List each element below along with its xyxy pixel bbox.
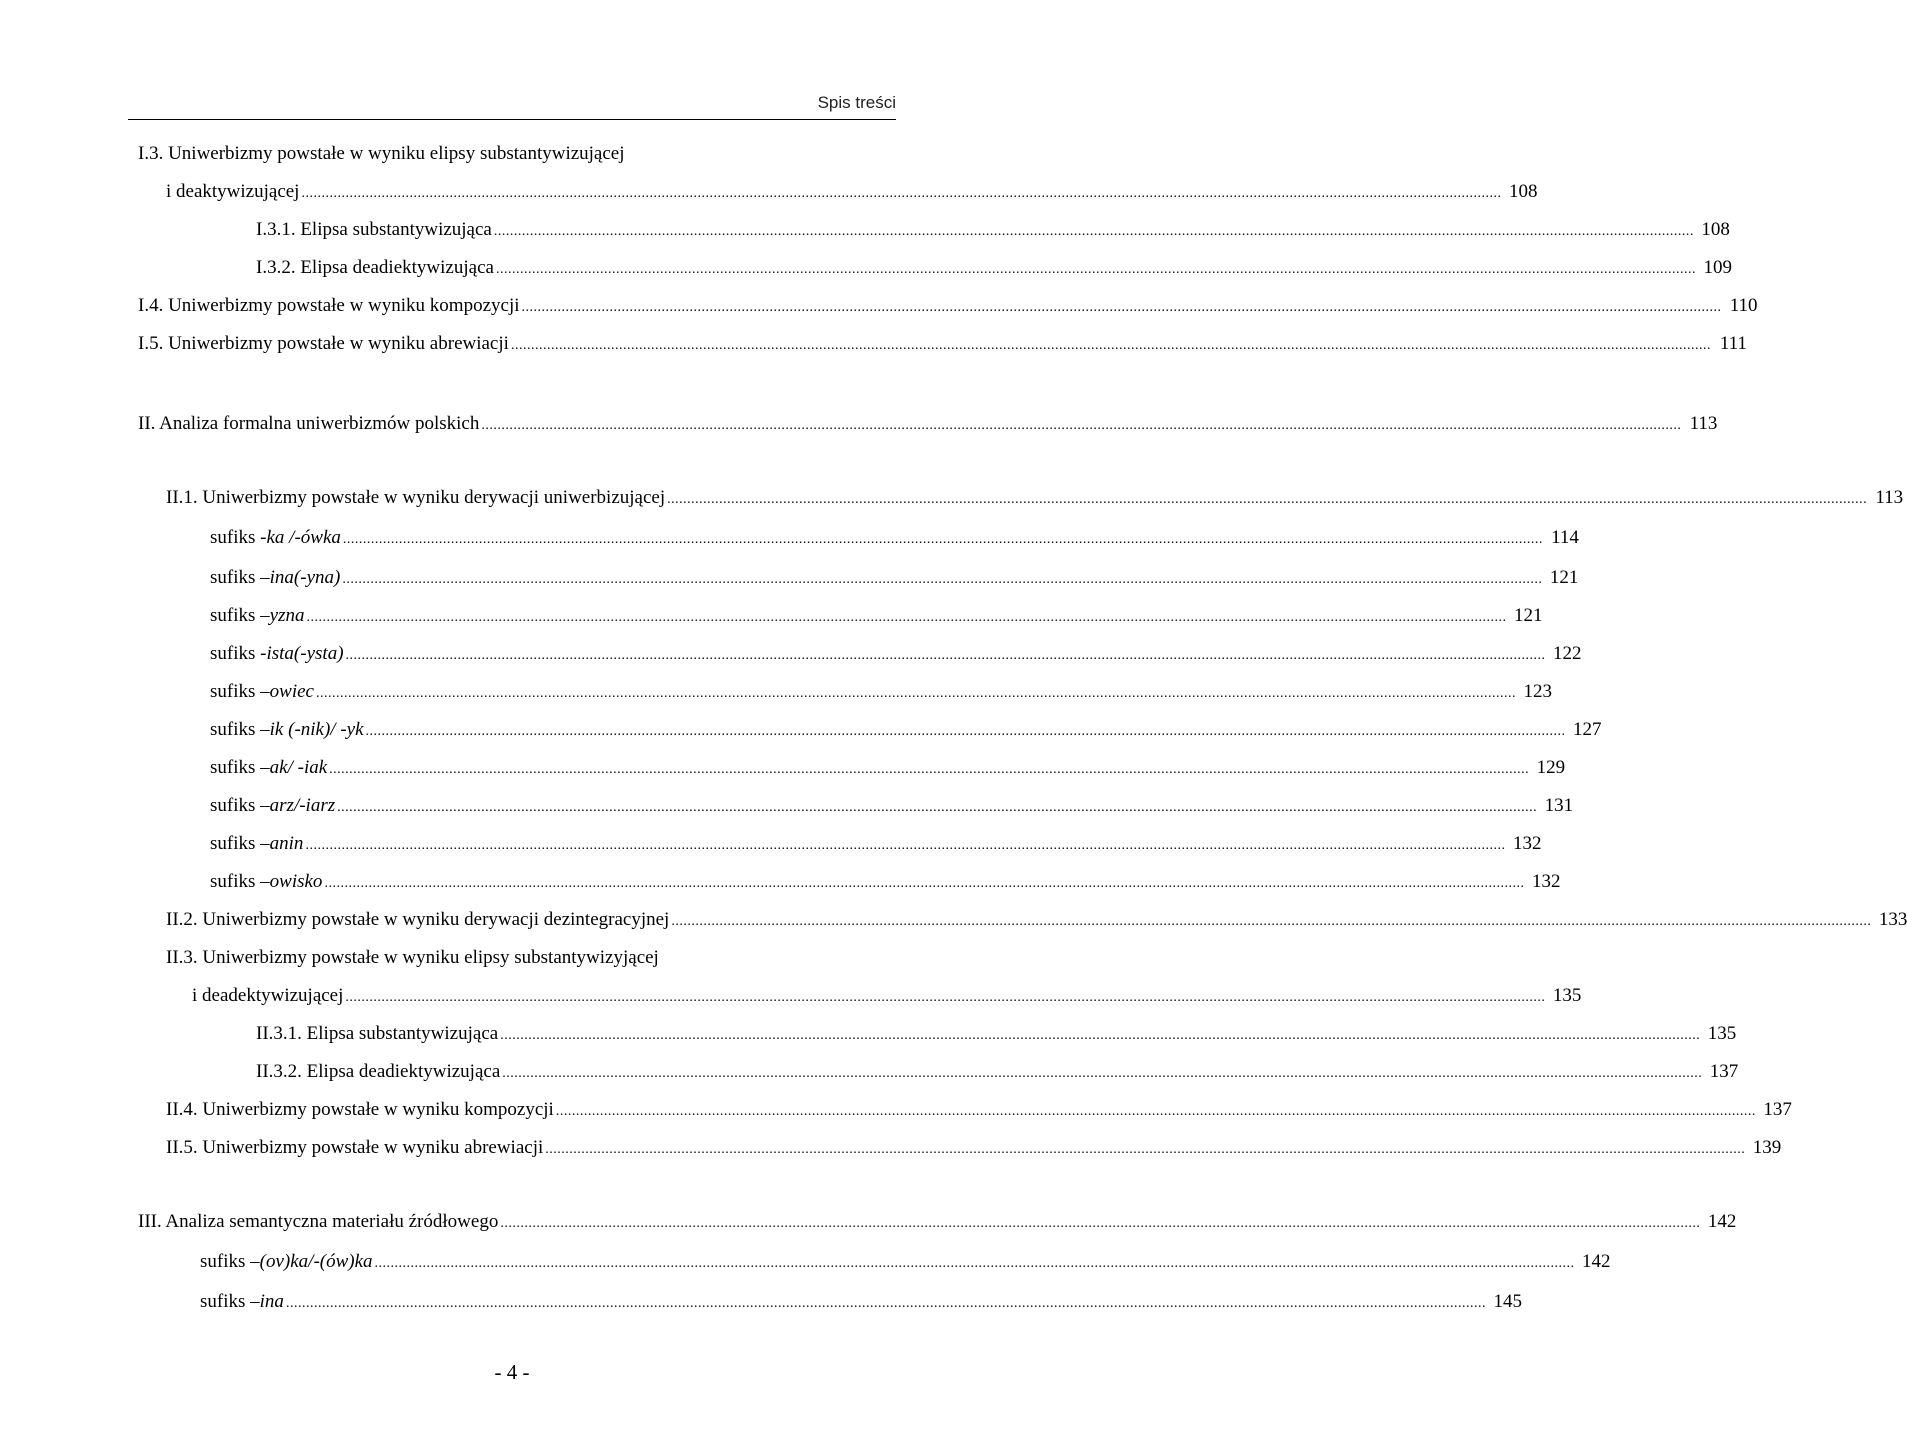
toc-entry bbox=[166, 1098, 1792, 1122]
toc-page-number: 109 bbox=[1703, 257, 1732, 278]
suffix-form: –ina(-yna) bbox=[260, 567, 341, 588]
toc-entry-text: II.3.1. Elipsa substantywizująca bbox=[256, 1023, 499, 1044]
toc-entry bbox=[256, 218, 1730, 242]
page-number: - 4 - bbox=[494, 1360, 530, 1384]
toc-entry bbox=[210, 832, 1542, 856]
toc-entry bbox=[166, 180, 1538, 204]
toc-entry bbox=[210, 794, 1574, 818]
toc-page-number: 121 bbox=[1549, 567, 1579, 588]
suffix-label: sufiks bbox=[210, 567, 261, 588]
dot-leader: ............................................................................................................................................................................................................................................................................................................ bbox=[500, 1028, 1701, 1043]
toc-entry bbox=[138, 332, 1747, 356]
toc-entry bbox=[138, 294, 1758, 318]
toc-page-number: 114 bbox=[1551, 527, 1579, 548]
toc-entry bbox=[210, 756, 1566, 780]
toc-entry-text: II. Analiza formalna uniwerbizmów polskich bbox=[138, 413, 480, 434]
dot-leader: ............................................................................................................................................................................................................................................................................................................ bbox=[481, 418, 1682, 433]
dot-leader: ............................................................................................................................................................................................................................................................................................................ bbox=[342, 532, 1543, 547]
toc-entry bbox=[210, 604, 1543, 628]
suffix-form: –owisko bbox=[260, 871, 323, 892]
toc-entry-text: I.3.2. Elipsa deadiektywizująca bbox=[256, 257, 494, 278]
dot-leader: ............................................................................................................................................................................................................................................................................................................ bbox=[315, 686, 1516, 701]
toc-entry-text bbox=[210, 756, 327, 780]
toc-page-number: 131 bbox=[1544, 795, 1574, 816]
toc-page-number: 133 bbox=[1878, 909, 1907, 930]
toc-entry bbox=[166, 486, 1904, 510]
toc-page-number: 110 bbox=[1729, 295, 1758, 316]
toc-entry bbox=[192, 984, 1582, 1008]
dot-leader: ............................................................................................................................................................................................................................................................................................................ bbox=[305, 838, 1506, 853]
dot-leader: ............................................................................................................................................................................................................................................................................................................ bbox=[374, 1256, 1575, 1271]
toc-entry bbox=[210, 526, 1579, 550]
toc-entry-text bbox=[210, 718, 364, 742]
dot-leader: ............................................................................................................................................................................................................................................................................................................ bbox=[495, 262, 1696, 277]
toc-page-number: 145 bbox=[1493, 1291, 1522, 1312]
toc-entry-text: III. Analiza semantyczna materiału źródłowego bbox=[138, 1211, 499, 1232]
suffix-label: sufiks bbox=[200, 1291, 251, 1312]
suffix-form: -ka /-ówka bbox=[260, 527, 341, 548]
suffix-label: sufiks bbox=[210, 605, 261, 626]
dot-leader: ............................................................................................................................................................................................................................................................................................................ bbox=[545, 1142, 1746, 1157]
suffix-label: sufiks bbox=[210, 719, 261, 740]
suffix-label: sufiks bbox=[210, 643, 261, 664]
toc-entry bbox=[210, 870, 1561, 894]
toc-entry bbox=[256, 256, 1732, 280]
toc-entry bbox=[166, 1136, 1782, 1160]
toc-page-number: 108 bbox=[1701, 219, 1730, 240]
toc-page-number: 137 bbox=[1709, 1061, 1739, 1082]
toc-page-number: 139 bbox=[1752, 1137, 1782, 1158]
toc-page-number: 113 bbox=[1875, 487, 1904, 508]
toc-entry-text: II.1. Uniwerbizmy powstałe w wyniku derywacji uniwerbizującej bbox=[166, 487, 666, 508]
toc-entry-text bbox=[210, 604, 304, 628]
toc-entry bbox=[210, 642, 1582, 666]
toc-page-number: 135 bbox=[1707, 1023, 1737, 1044]
toc-page-number: 135 bbox=[1552, 985, 1582, 1006]
toc-entry-text bbox=[210, 680, 314, 704]
dot-leader: ............................................................................................................................................................................................................................................................................................................ bbox=[345, 990, 1546, 1005]
toc-page-number: 123 bbox=[1523, 681, 1552, 702]
toc-page-number: 127 bbox=[1573, 719, 1602, 740]
suffix-label: sufiks bbox=[210, 833, 261, 854]
toc-entry bbox=[200, 1250, 1611, 1274]
dot-leader: ............................................................................................................................................................................................................................................................................................................ bbox=[285, 1296, 1486, 1311]
dot-leader: ............................................................................................................................................................................................................................................................................................................ bbox=[345, 648, 1546, 663]
suffix-label: sufiks bbox=[210, 681, 261, 702]
toc-entry-heading bbox=[138, 142, 625, 166]
running-header bbox=[128, 93, 896, 120]
suffix-label: sufiks bbox=[210, 795, 261, 816]
toc-entry-text: I.4. Uniwerbizmy powstałe w wyniku kompozycji bbox=[138, 295, 520, 316]
dot-leader: ............................................................................................................................................................................................................................................................................................................ bbox=[324, 876, 1525, 891]
toc-page-number: 137 bbox=[1763, 1099, 1792, 1120]
dot-leader: ............................................................................................................................................................................................................................................................................................................ bbox=[510, 338, 1711, 353]
toc-entry-text bbox=[210, 794, 335, 818]
toc-entry-text: i deadektywizującej bbox=[192, 985, 344, 1006]
suffix-label: sufiks bbox=[210, 871, 261, 892]
toc-entry-text: I.5. Uniwerbizmy powstałe w wyniku abrewiacji bbox=[138, 333, 509, 354]
toc-page-number: 113 bbox=[1689, 413, 1718, 434]
toc-page-number: 132 bbox=[1512, 833, 1542, 854]
suffix-label: sufiks bbox=[210, 527, 261, 548]
toc-entry-text: i deaktywizującej bbox=[166, 181, 300, 202]
toc-page-number: 108 bbox=[1508, 181, 1538, 202]
dot-leader: ............................................................................................................................................................................................................................................................................................................ bbox=[671, 914, 1872, 929]
suffix-form: -ista(-ysta) bbox=[260, 643, 344, 664]
suffix-form: –ak/ -iak bbox=[260, 757, 328, 778]
dot-leader: ............................................................................................................................................................................................................................................................................................................ bbox=[521, 300, 1722, 315]
suffix-form: –anin bbox=[260, 833, 304, 854]
toc-entry-text: II.4. Uniwerbizmy powstałe w wyniku kompozycji bbox=[166, 1099, 554, 1120]
toc-entry-text: I.3. Uniwerbizmy powstałe w wyniku elipsy substantywizującej bbox=[138, 143, 625, 164]
dot-leader: ............................................................................................................................................................................................................................................................................................................ bbox=[667, 492, 1868, 507]
suffix-form: –arz/-iarz bbox=[260, 795, 336, 816]
dot-leader: ............................................................................................................................................................................................................................................................................................................ bbox=[365, 724, 1566, 739]
suffix-label: sufiks bbox=[200, 1251, 251, 1272]
toc-entry bbox=[138, 412, 1718, 436]
toc-entry bbox=[166, 908, 1907, 932]
toc-entry-text: II.3.2. Elipsa deadiektywizująca bbox=[256, 1061, 501, 1082]
toc-entry-text: II.5. Uniwerbizmy powstałe w wyniku abrewiacji bbox=[166, 1137, 544, 1158]
toc-entry-text bbox=[210, 870, 322, 894]
toc-page-number: 122 bbox=[1553, 643, 1582, 664]
toc-page-number: 129 bbox=[1536, 757, 1566, 778]
dot-leader: ............................................................................................................................................................................................................................................................................................................ bbox=[337, 800, 1538, 815]
dot-leader: ............................................................................................................................................................................................................................................................................................................ bbox=[500, 1216, 1701, 1231]
suffix-form: –(ov)ka/-(ów)ka bbox=[250, 1251, 373, 1272]
toc-page-number: 111 bbox=[1719, 333, 1747, 354]
suffix-form: –ik (-nik)/ -yk bbox=[260, 719, 364, 740]
toc-page-number: 142 bbox=[1582, 1251, 1611, 1272]
dot-leader: ............................................................................................................................................................................................................................................................................................................ bbox=[502, 1066, 1703, 1081]
toc-entry-text: II.2. Uniwerbizmy powstałe w wyniku derywacji dezintegracyjnej bbox=[166, 909, 670, 930]
toc-entry-text bbox=[210, 526, 341, 550]
toc-entry-text bbox=[210, 566, 340, 590]
toc-entry-text bbox=[210, 642, 344, 666]
toc-entry bbox=[256, 1060, 1739, 1084]
toc-entry bbox=[138, 1210, 1737, 1234]
toc-page-number: 132 bbox=[1531, 871, 1561, 892]
dot-leader: ............................................................................................................................................................................................................................................................................................................ bbox=[301, 186, 1502, 201]
toc-page-number: 142 bbox=[1707, 1211, 1737, 1232]
toc-entry bbox=[210, 718, 1602, 742]
dot-leader: ............................................................................................................................................................................................................................................................................................................ bbox=[329, 762, 1530, 777]
dot-leader: ............................................................................................................................................................................................................................................................................................................ bbox=[342, 572, 1543, 587]
toc-entry bbox=[200, 1290, 1522, 1314]
toc-entry-heading bbox=[166, 946, 659, 970]
suffix-label: sufiks bbox=[210, 757, 261, 778]
dot-leader: ............................................................................................................................................................................................................................................................................................................ bbox=[555, 1104, 1756, 1119]
toc-entry bbox=[256, 1022, 1737, 1046]
suffix-form: –yzna bbox=[260, 605, 305, 626]
toc-entry-text bbox=[200, 1290, 284, 1314]
toc-entry-text: II.3. Uniwerbizmy powstałe w wyniku elipsy substantywizyjącej bbox=[166, 947, 659, 968]
toc-entry-text: I.3.1. Elipsa substantywizująca bbox=[256, 219, 492, 240]
toc-entry bbox=[210, 566, 1579, 590]
header-title: Spis treści bbox=[817, 93, 896, 112]
dot-leader: ............................................................................................................................................................................................................................................................................................................ bbox=[493, 224, 1694, 239]
toc-entry bbox=[210, 680, 1552, 704]
toc-entry-text bbox=[200, 1250, 373, 1274]
toc-entry-text bbox=[210, 832, 303, 856]
suffix-form: –ina bbox=[250, 1291, 284, 1312]
dot-leader: ............................................................................................................................................................................................................................................................................................................ bbox=[306, 610, 1507, 625]
toc-page-number: 121 bbox=[1513, 605, 1543, 626]
suffix-form: –owiec bbox=[260, 681, 314, 702]
